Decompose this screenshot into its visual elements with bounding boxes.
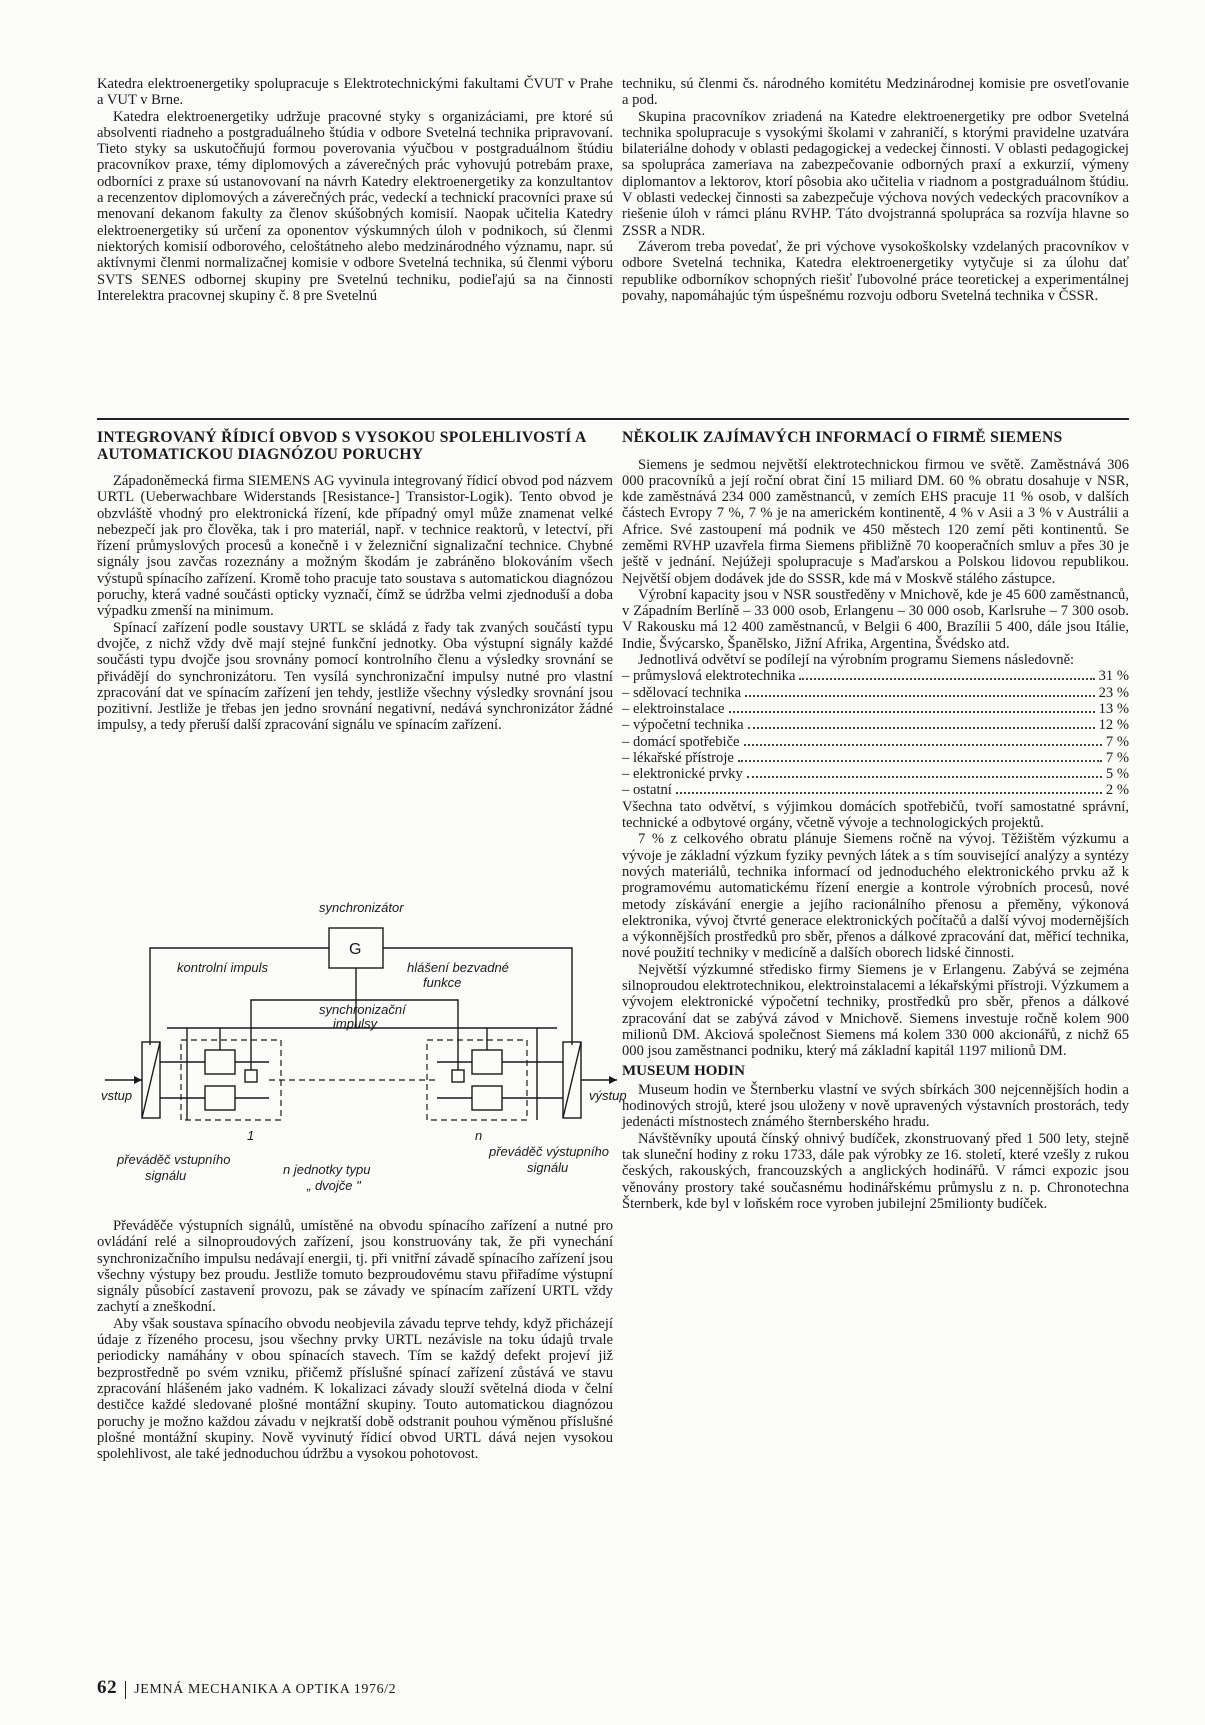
list-item-label: – průmyslová elektrotechnika — [622, 668, 796, 685]
list-item-value: 2 % — [1105, 782, 1129, 799]
label-sync-1: synchronizační — [319, 1002, 406, 1017]
paragraph: Skupina pracovníkov zriadená na Katedre elektroenergetiky pre odbor Svetelná technika spolupracuje s vysokými školami v zahraničí, s ktorými pravidelne uzatvára bilateriálne dohody v oblasti pedagogickej a vedeckej činnosti. V oblasti pedagogickej sa spolupráca zameriava na zabezpečovanie odborných praxí a exkurzií, výmeny diplomantov a lektorov, ktorí pôsobia ako učitelia v riadnom a postgraduálnom štúdiu. V oblasti vedeckej činnosti sa zabezpečuje výchova nových vedeckých pracovníkov a riešenie úloh v rámci plánu RVHP. Táto dvojstranná spolupráca sa rozvíja hlavne so ZSSR a NDR. — [622, 108, 1129, 239]
label-prevadec-vstup-2: signálu — [145, 1168, 187, 1183]
top-right-column — [622, 76, 1129, 304]
list-item — [622, 717, 1129, 733]
list-item-label: – domácí spotřebiče — [622, 733, 740, 750]
list-item — [622, 750, 1129, 766]
label-jednotky-2: „ dvojče " — [307, 1178, 361, 1193]
paragraph: Záverom treba povedať, že pri výchove vysokoškolsky vzdelaných pracovníkov v odbore Svetelná technika, Katedra elektroenergetiky vytyčuje si za úlohu dať republike odborníkov schopných riešiť ľubovolné práce teoretickej a experimentálnej povahy, napomáhajúc tým úspešnému rozvoju odboru Svetelná technika v ČSSR. — [622, 238, 1129, 304]
twin-unit-n-a — [472, 1050, 502, 1074]
paragraph: Návštěvníky upoutá čínský ohnivý budíček, zkonstruovaný před 1 500 lety, stejně tak sluneční hodiny z roku 1733, dále pak výrobky ze 16. století, které vzešly z rukou českých, rakouských, francouzských a anglických hodinářů. V rámci expozic jsou věnovány prostory také současnému hodinářskému průmyslu z n. p. Chronotechna Šternberk, kde byl v loňském roce vyroben jubilejní 25milionty budíček. — [622, 1130, 1129, 1212]
paragraph: techniku, sú členmi čs. národného komitétu Medzinárodnej komisie pre osvetľovanie a pod. — [622, 76, 1129, 109]
paragraph: Katedra elektroenergetiky udržuje pracovné styky s organizáciami, pre ktoré sú absolventi riadneho a postgraduálneho štúdia v odbore Svetelná technika pripravovaní. Tieto styky sa uskutočňujú formou poverovania výučbou v postgraduálnom štúdiu pracovníkov praxe, témy diplomových a záverečných prác vyhovujú potrebám praxe, odborníci z praxe sú ustanovovaní na návrh Katedry elektroenergetiky za konzultantov a recenzentov diplomových a záverečných prác, vedeckí a technickí pracovníci praxe sú menovaní dekanom fakulty za členov skúšobných komisií. Naopak učitelia Katedry elektroenergetiky sú určení za oponentov výskumných úloh v podnikoch, sú členmi niektorých komisií odborového, celoštátneho alebo medzinárodného významu, napr. sú aktívnymi členmi normalizačnej komisie v odbore Svetelná technika, sú členmi výboru SVTS SENES odbornej skupiny pre Svetelnú techniku, podieľajú sa na činnosti Interelektra pracovnej skupiny č. 8 pre Svetelnú — [97, 108, 613, 304]
list-item-value: 31 % — [1098, 668, 1129, 685]
list-item-label: – elektroinstalace — [622, 700, 725, 717]
paragraph: Převáděče výstupních signálů, umístěné na obvodu spínacího zařízení a nutné pro ovládání relé a silnoproudových zařízení, jsou konstruovány tak, že při vynechání synchronizačního impulsu nedávají energii, tj. při vnitřní závadě spínacího zařízení jsou všechny výstupy bez proudu. Jestliže tomuto bezproudovému stavu přiřadíme výstupní signály působící zastavení provozu, pak se závady ve spínacím zařízení URTL vždy zachytí a zneškodní. — [97, 1218, 613, 1316]
article-title: INTEGROVANÝ ŘÍDICÍ OBVOD S VYSOKOU SPOLEHLIVOSTÍ A AUTOMATICKOU DIAGNÓZOU PORUCHY — [97, 429, 586, 463]
sector-list — [622, 668, 1129, 798]
top-left-column — [97, 76, 613, 304]
twin-unit-n-b — [472, 1086, 502, 1110]
list-item-label: – výpočetní technika — [622, 717, 744, 734]
paragraph: 7 % z celkového obratu plánuje Siemens ročně na vývoj. Těžištěm výzkumu a vývoje je základní výzkum fyziky pevných látek a s tím související analýzy a syntézy nových materiálů, technika informací od jednoduchého elektronického prvku až k programovému automatickému řízení energie a kontrole výrobních procesů, nové metody získávání energie a jejího racionálního přenosu a přeměny, výkonová elektronika, vývoj čtvrté generace elektronických počítačů a další vývoj modernějších a výkonnějších prostředků pro sběr, přenos a dálkové zpracování dat, měřicí technika, nové použití techniky v medicíně a dalších oborech lidské činnosti. — [622, 831, 1129, 962]
list-item — [622, 668, 1129, 684]
label-synchronizator: synchronizátor — [319, 900, 404, 915]
label-prevadec-vystup-2: signálu — [527, 1160, 569, 1175]
article-urtl-continued — [97, 1218, 613, 1462]
comparator-n — [452, 1070, 464, 1082]
paragraph: Museum hodin ve Šternberku vlastní ve svých sbírkách 300 nejcennějších hodin a hodinových strojů, které jsou uloženy v nově upravených výstavních prostorách, tedy jedenácti místnostech známého šternberského hradu. — [622, 1081, 1129, 1131]
paragraph: Jednotlivá odvětví se podílejí na výrobním programu Siemens následovně: — [638, 652, 1075, 669]
label-vystup: výstup — [589, 1088, 627, 1103]
label-num-n: n — [475, 1128, 483, 1143]
label-hlaseni-2: funkce — [423, 975, 462, 990]
paragraph: Spínací zařízení podle soustavy URTL se skládá z řady tak zvaných součástí typu dvojče, z nichž vždy dvě mají stejné funkční jednotky. Oba výstupní signály každé součásti typu dvojče jsou srovnány pomocí kontrolního členu a výsledky srovnání se přivádějí do synchronizátoru. Ten vysílá synchronizační impulsy nutné pro vlastní zpracování dat ve spínacím zařízení jen tehdy, jestliže všechny výsledky srovnání jsou pozitivní. Jestliže je třebas jen jedno srovnání negativní, nedává synchronizátor žádné impulsy, a tedy přeruší další zpracování signálu ve spínacím zařízení. — [97, 619, 613, 734]
label-jednotky-1: n jednotky typu — [283, 1162, 371, 1177]
list-item-label: – elektronické prvky — [622, 766, 743, 783]
list-item — [622, 701, 1129, 717]
paragraph: Všechna tato odvětví, s výjimkou domácích spotřebičů, tvoří samostatné správní, technické a odbytové orgány, včetně vývoje a technologických projektů. — [622, 798, 1129, 832]
list-item-label: – ostatní — [622, 782, 672, 799]
twin-unit-b — [205, 1086, 235, 1110]
list-item-value: 13 % — [1098, 700, 1129, 717]
comparator — [245, 1070, 257, 1082]
paragraph: Siemens je sedmou největší elektrotechnickou firmou ve světě. Zaměstnává 306 000 pracovníků a její roční obrat činí 15 miliard DM. 60 % obratu dosahuje v NSR, kde zaměstnává 234 000 zaměstnanců, v zemích EHS pracuje 11 % osob, v dalších částech Evropy 7 %, 7 % je na americkém kontinentě, 4 % v Asii a 3 % v Austrálii a Africe. Své zastoupení má podnik ve 450 městech 120 zemí pěti kontinentů. Se zeměmi RVHP uzavřela firma Siemens přibližně 70 kooperačních smluv a přes 30 je ještě v jednání. Nejúžeji spolupracuje s Maďarskou a Polskou lidovou republikou. Největší objem dodávek jde do SSSR, kde má v Moskvě stálého zástupce. — [622, 456, 1129, 587]
list-item-label: – lékařské přístroje — [622, 749, 734, 766]
list-item-value: 7 % — [1105, 733, 1129, 750]
list-item-value: 23 % — [1098, 684, 1129, 701]
label-prevadec-vstup-1: převáděč vstupního — [117, 1152, 231, 1167]
list-item — [622, 685, 1129, 701]
label-sync-2: impulsy — [333, 1016, 378, 1031]
page-footer — [97, 1677, 396, 1699]
list-item-value: 5 % — [1105, 766, 1129, 783]
paragraph: Největší výzkumné středisko firmy Siemens je v Erlangenu. Zabývá se zejména silnoproudou elektrotechnikou, elektroinstalacemi a lékařskými přístroji. Výzkumem a vývojem elektronické výpočetní techniky, prostředků pro sběr, přenos a dálkové zpracování dat se zabývá závod v Mnichově. Siemens investuje ročně kolem 900 milionů DM. Akciová společnost Siemens má kolem 330 000 akcionářů, z nichž 65 000 jsou zaměstnanci podniku, který má základní kapitál 1197 milionů DM. — [622, 961, 1129, 1060]
list-item-value: 7 % — [1105, 749, 1129, 766]
label-prevadec-vystup-1: převáděč výstupního — [489, 1144, 609, 1159]
article-urtl — [97, 430, 613, 734]
label-vstup: vstup — [101, 1088, 133, 1103]
list-item-label: – sdělovací technika — [622, 684, 742, 701]
list-item — [622, 782, 1129, 798]
list-item — [622, 734, 1129, 750]
label-num-1: 1 — [247, 1128, 255, 1143]
journal-name: JEMNÁ MECHANIKA A OPTIKA 1976/2 — [134, 1682, 397, 1697]
paragraph: Aby však soustava spínacího obvodu neobjevila závadu teprve tehdy, když přicházejí údaje z řízeného procesu, jsou všechny prvky URTL nezávisle na toku údajů trvale periodicky namáhány v obou spínacích stavech. Tím se každý defekt projeví již bezprostředně po svém vzniku, přičemž příslušné spínací zařízení zůstává ve stavu zpracování hlášeném jako vadném. K lokalizaci závady slouží světelná dioda v čelní destičce každé sledované plošné montážní skupiny. Touto automatickou diagnózou poruchy je možno každou závadu v nejkratší době odstranit pouhou výměnou příslušné plošné montážní skupiny. Nově vyvinutý řídicí obvod URTL dává nejen vysokou spolehlivost, ale také jednoduchou údržbu a vysokou pohotovost. — [97, 1315, 613, 1463]
article-siemens — [622, 430, 1129, 1212]
paragraph: Výrobní kapacity jsou v NSR soustředěny v Mnichově, kde je 45 600 zaměstnanců, v Západním Berlíně – 33 000 osob, Erlangenu – 30 000 osob, Karlsruhe – 7 300 osob. V Rakousku má 12 400 zaměstnanců, v Belgii 6 400, Brazílii 5 400, dále jsou Itálie, Indie, Švýcarsko, Španělsko, Jižní Afrika, Argentina, Švédsko atd. — [622, 586, 1129, 652]
twin-unit-a — [205, 1050, 235, 1074]
article-title: NĚKOLIK ZAJÍMAVÝCH INFORMACÍ O FIRMĚ SIEMENS — [622, 429, 1063, 446]
label-g: G — [349, 941, 362, 958]
list-item — [622, 766, 1129, 782]
page-number: 62 — [97, 1677, 118, 1698]
label-hlaseni-1: hlášení bezvadné — [407, 960, 509, 975]
paragraph: Katedra elektroenergetiky spolupracuje s Elektrotechnickými fakultami ČVUT v Prahe a VUT v Brne. — [97, 76, 613, 109]
article-title: MUSEUM HODIN — [622, 1063, 745, 1080]
label-kontrolni-impuls: kontrolní impuls — [177, 960, 269, 975]
urtl-block-diagram — [97, 890, 637, 1200]
section-divider — [97, 418, 1129, 420]
paragraph: Západoněmecká firma SIEMENS AG vyvinula integrovaný řídicí obvod pod názvem URTL (Ueberwachbare Widerstands [Resistance-] Transistor-Logik). Tento obvod je obzvláště vhodný pro elektronická řízení, kde případný omyl může znamenat velké nebezpečí jak pro člověka, tak i pro materiál, např. v technice reaktorů, v letectví, při řízení průmyslových procesů a konečně i v železniční signalizační technice. Chybné signály jsou zavčas rozeznány a možným škodám je zabráněno blokováním všech výstupů spínacího zařízení. Kromě toho pracuje tato soustava s automatickou diagnózou poruchy, která vadné součásti opticky vyznačí, čímž se údržba velmi zjednoduší a doba výpadku zmenší na minimum. — [97, 473, 613, 620]
list-item-value: 12 % — [1098, 717, 1129, 734]
